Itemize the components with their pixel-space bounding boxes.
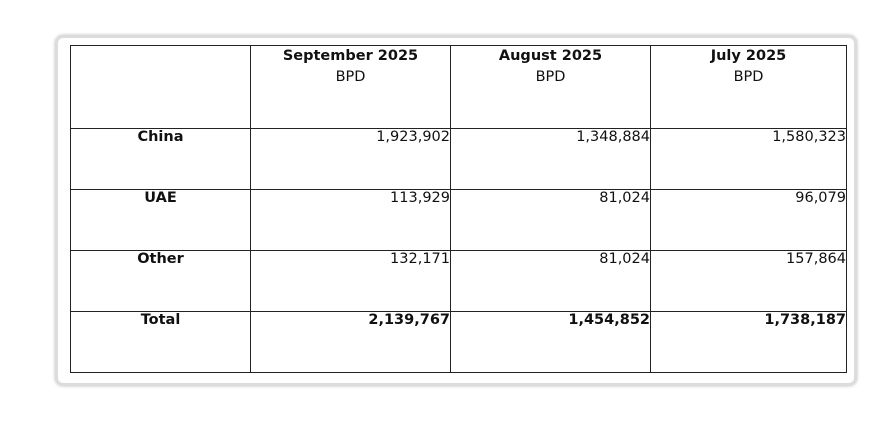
header-row — [71, 46, 847, 129]
table-cell: 132,171 — [251, 251, 451, 312]
table-cell: 1,923,902 — [251, 129, 451, 190]
column-unit: BPD — [335, 69, 366, 85]
exports-table — [70, 45, 847, 373]
column-header-august — [451, 46, 651, 129]
row-label: UAE — [71, 190, 251, 251]
table-card — [55, 35, 857, 386]
table-row-uae — [71, 190, 847, 251]
row-label: Total — [71, 312, 251, 373]
corner-cell — [71, 46, 251, 129]
table-cell: 1,738,187 — [651, 312, 847, 373]
column-month: August 2025 — [498, 48, 603, 64]
table-cell: 1,580,323 — [651, 129, 847, 190]
table-row-total — [71, 312, 847, 373]
table-cell: 1,454,852 — [451, 312, 651, 373]
table-cell: 2,139,767 — [251, 312, 451, 373]
table-cell: 96,079 — [651, 190, 847, 251]
column-header-september — [251, 46, 451, 129]
row-label: China — [71, 129, 251, 190]
column-unit: BPD — [535, 69, 566, 85]
table-cell: 157,864 — [651, 251, 847, 312]
column-unit: BPD — [733, 69, 764, 85]
table-cell: 113,929 — [251, 190, 451, 251]
table-cell: 81,024 — [451, 190, 651, 251]
column-header-july — [651, 46, 847, 129]
row-label: Other — [71, 251, 251, 312]
table-row-other — [71, 251, 847, 312]
table-cell: 81,024 — [451, 251, 651, 312]
table-cell: 1,348,884 — [451, 129, 651, 190]
column-month: September 2025 — [282, 48, 419, 64]
table-row-china — [71, 129, 847, 190]
column-month: July 2025 — [710, 48, 787, 64]
